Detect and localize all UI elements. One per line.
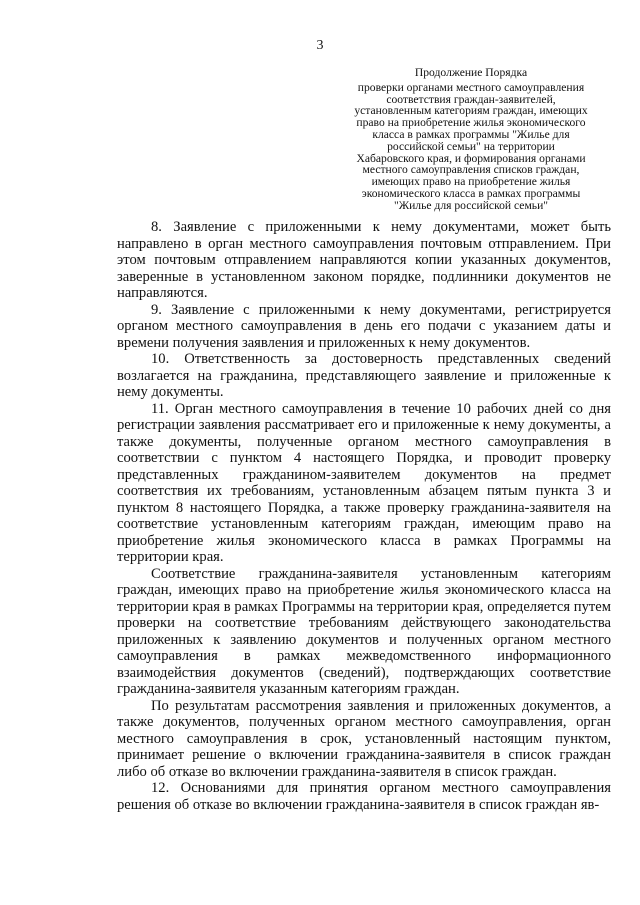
document-body	[117, 219, 611, 813]
paragraph-11-compliance: Соответствие гражданина-заявителя установленным категориям граждан, имеющих право на приобретение жилья экономического класса на территории края в рамках Программы на территории края, определяется путем проверки на соответствие требованиям действующего законодательства приложенных к заявлению документов и полученных органом местного самоуправления в рамках межведомственного информационного взаимодействия документов (сведений), подтверждающих соответствие гражданина-заявителя указанным категориям граждан.	[117, 565, 611, 697]
paragraph-12: 12. Основаниями для принятия органом местного самоуправления решения об отказе во включении гражданина-заявителя в список граждан яв-	[117, 780, 611, 813]
document-header	[328, 67, 614, 212]
page-number: 3	[316, 38, 324, 53]
paragraph-9: 9. Заявление с приложенными к нему документами, регистрируется органом местного самоуправления в день его подачи с указанием даты и времени получения заявления и приложенных к нему документов.	[117, 301, 611, 351]
header-title: Продолжение Порядка	[414, 66, 528, 79]
paragraph-11: 11. Орган местного самоуправления в течение 10 рабочих дней со дня регистрации заявления рассматривает его и приложенные к нему документы, а также документы, полученные органом местного самоуправления в соответствии с пунктом 4 настоящего Порядка, и проводит проверку представленных гражданином-заявителем документов на предмет соответствия их требованиям, установленным абзацем пятым пункта 3 и пунктом 8 настоящего Порядка, а также проверку гражданина-заявителя на соответствие установленным категориям граждан, имеющим право на приобретение жилья экономического класса в рамках Программы на территории края.	[117, 400, 611, 565]
paragraph-11-decision: По результатам рассмотрения заявления и приложенных документов, а также документов, полученных органом местного самоуправления, орган местного самоуправления в срок, установленный настоящим пунктом, принимает решение о включении гражданина-заявителя в список граждан либо об отказе во включении гражданина-заявителя в список граждан.	[117, 697, 611, 780]
paragraph-10: 10. Ответственность за достоверность представленных сведений возлагается на гражданина, представляющего заявление и приложенные к нему документы.	[117, 351, 611, 400]
header-text: проверки органами местного самоуправления соответствия граждан-заявителей, установленным категориям граждан, имеющих право на приобретение жилья экономического класса в рамках программы "Жилье для российской семьи" на территории Хабаровского края, и формирования органами местного самоуправления списков граждан, имеющих право на приобретение жилья экономического класса в рамках программы "Жилье для российской семьи"	[354, 80, 588, 212]
paragraph-8: 8. Заявление с приложенными к нему документами, может быть направлено в орган местного самоуправления почтовым отправлением. При этом почтовым отправлением направляются копии указанных документов, заверенные в установленном законом порядке, подлинники документов не направляются.	[117, 219, 611, 301]
